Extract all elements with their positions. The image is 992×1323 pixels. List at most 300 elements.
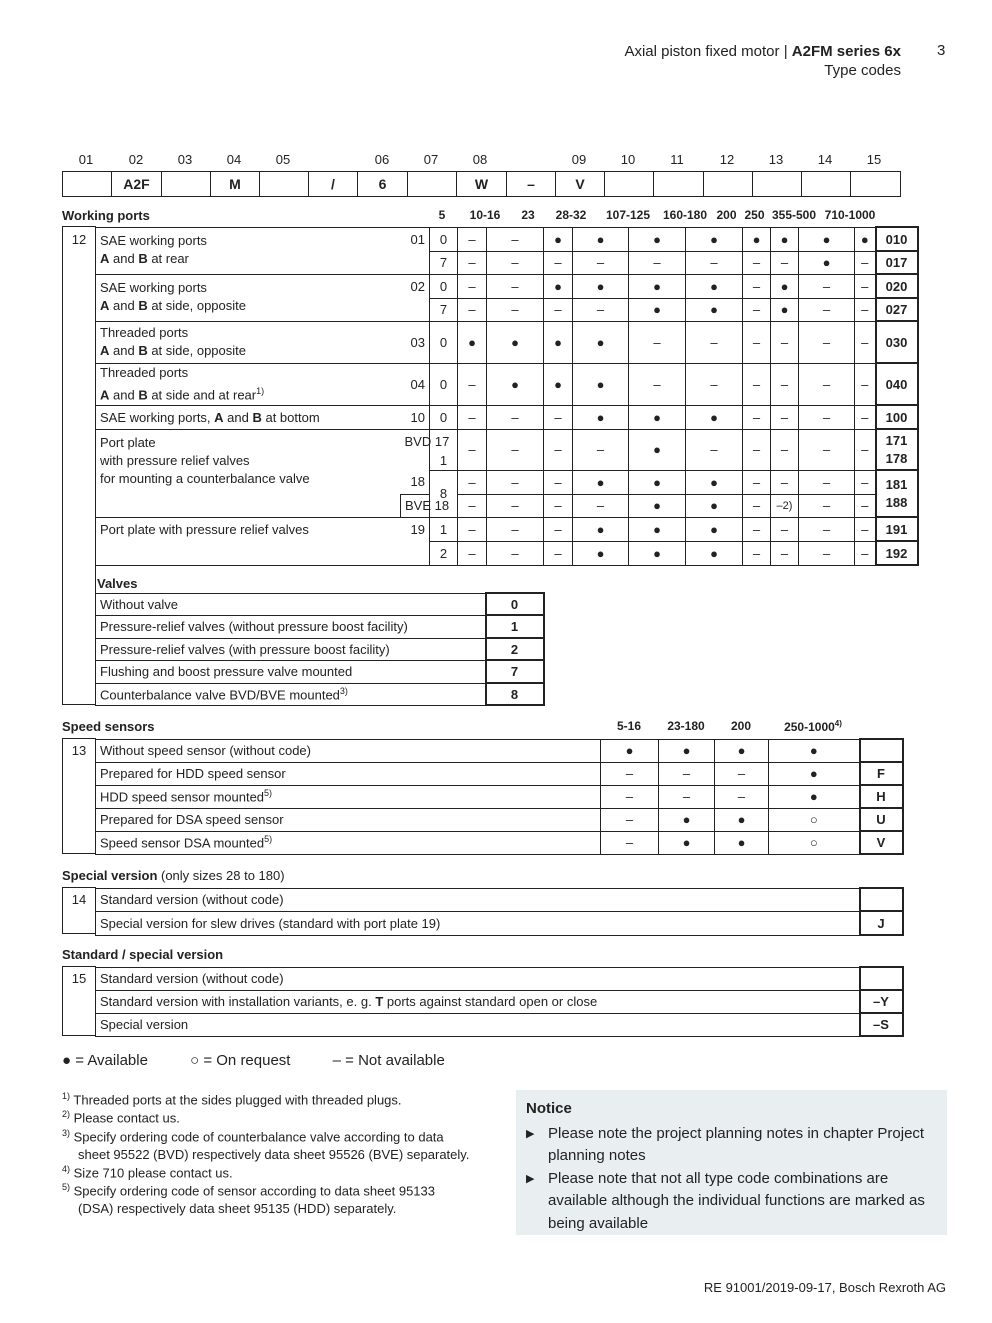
sub-cell: 7 bbox=[430, 251, 458, 274]
table-row bbox=[96, 762, 903, 785]
code-cell: J bbox=[860, 911, 903, 935]
label-text: HDD speed sensor mounted bbox=[100, 789, 265, 805]
cell: – bbox=[686, 363, 743, 405]
table-row bbox=[96, 888, 903, 911]
cell: – bbox=[487, 274, 544, 298]
code-cell: 7 bbox=[486, 660, 544, 683]
table-row bbox=[96, 683, 544, 705]
cell: ● bbox=[629, 517, 686, 541]
code-cell: 191 bbox=[876, 517, 918, 541]
footnote-num: 2) bbox=[62, 1109, 71, 1119]
size-header: 23-180 bbox=[667, 719, 705, 733]
speed-sensors-table bbox=[95, 738, 904, 855]
row-number: 13 bbox=[71, 743, 87, 758]
cell: ● bbox=[769, 785, 860, 808]
code-cell: 192 bbox=[876, 541, 918, 565]
size-header: 107-125 bbox=[605, 208, 651, 222]
size-header: 10-16 bbox=[469, 208, 501, 222]
cell: – bbox=[855, 541, 876, 565]
cell: ● bbox=[573, 363, 629, 405]
code-line: 178 bbox=[885, 450, 908, 466]
footnote-num: 3) bbox=[62, 1128, 71, 1138]
code-pos: 01 bbox=[78, 152, 94, 167]
cell: – bbox=[743, 494, 771, 517]
code-cell: 0 bbox=[486, 593, 544, 615]
cell: – bbox=[573, 494, 629, 517]
sub-cell: 2 bbox=[430, 541, 458, 565]
cell: – bbox=[544, 429, 573, 470]
row-number: 15 bbox=[71, 971, 87, 986]
footnote-text: sheet 95522 (BVD) respectively data sheet 95526 (BVE) separately. bbox=[78, 1147, 470, 1163]
label-line: Port plate bbox=[100, 434, 156, 450]
row-label: Standard version (without code) bbox=[96, 888, 860, 911]
cell: – bbox=[659, 762, 715, 785]
cell: – bbox=[799, 541, 855, 565]
code-cell: F bbox=[860, 762, 903, 785]
page-number: 3 bbox=[937, 42, 946, 59]
legend bbox=[62, 1052, 483, 1069]
cell: ● bbox=[769, 739, 860, 762]
row-label: Without valve bbox=[96, 593, 486, 615]
cell: ● bbox=[686, 298, 743, 321]
cell: – bbox=[487, 298, 544, 321]
table-row bbox=[96, 363, 918, 405]
cell: – bbox=[743, 405, 771, 429]
cell: – bbox=[799, 494, 855, 517]
code-pos: 04 bbox=[226, 152, 242, 167]
code-cell bbox=[876, 429, 918, 470]
cell: – bbox=[855, 251, 876, 274]
code-box bbox=[752, 171, 802, 197]
code-pos: 11 bbox=[670, 152, 684, 167]
row-label: Special version for slew drives (standard with port plate 19) bbox=[96, 911, 860, 935]
ref-cell: 03 bbox=[401, 321, 430, 363]
footnote-text: Specify ordering code of counterbalance valve according to data bbox=[73, 1129, 444, 1145]
cell: – bbox=[458, 274, 487, 298]
cell: – bbox=[771, 251, 799, 274]
cell: ● bbox=[771, 274, 799, 298]
table-row bbox=[96, 593, 544, 615]
notice-title: Notice bbox=[526, 1100, 572, 1117]
cell: ● bbox=[659, 808, 715, 831]
code-box: 6 bbox=[357, 171, 408, 197]
cell: – bbox=[855, 321, 876, 363]
ref-cell: 04 bbox=[401, 363, 430, 405]
code-cell: 2 bbox=[486, 638, 544, 660]
code-cell bbox=[876, 470, 918, 517]
cell: – bbox=[771, 363, 799, 405]
cell: – bbox=[544, 298, 573, 321]
valves-table bbox=[95, 592, 545, 706]
title-text: Special version bbox=[62, 868, 158, 883]
cell: ● bbox=[629, 429, 686, 470]
code-pos: 09 bbox=[571, 152, 587, 167]
cell: ● bbox=[573, 517, 629, 541]
cell: – bbox=[771, 517, 799, 541]
ref-cell: 02 bbox=[401, 274, 430, 321]
label-line: for mounting a counterbalance valve bbox=[100, 470, 310, 486]
code-cell: 030 bbox=[876, 321, 918, 363]
cell: – bbox=[799, 321, 855, 363]
cell: – bbox=[799, 298, 855, 321]
cell: – bbox=[487, 429, 544, 470]
header-title-plain: Axial piston fixed motor | bbox=[624, 43, 792, 60]
valves-title: Valves bbox=[97, 576, 138, 591]
label-line: A and B at side, opposite bbox=[100, 297, 246, 313]
cell: – bbox=[771, 541, 799, 565]
code-pos: 12 bbox=[719, 152, 735, 167]
code-cell: 017 bbox=[876, 251, 918, 274]
code-cell: V bbox=[860, 831, 903, 854]
row-label: Standard version with installation variants, e. g. T ports against standard open or close bbox=[96, 990, 860, 1013]
label-line: SAE working ports bbox=[100, 279, 207, 295]
code-box: – bbox=[506, 171, 556, 197]
row-label: Prepared for DSA speed sensor bbox=[96, 808, 601, 831]
label-line: Threaded ports bbox=[100, 364, 189, 380]
code-pos: 07 bbox=[423, 152, 439, 167]
row-number: 12 bbox=[71, 232, 87, 247]
sub-cell: 0 bbox=[430, 363, 458, 405]
cell: – bbox=[743, 321, 771, 363]
size-header: 250 bbox=[744, 208, 765, 222]
label-text: Speed sensor DSA mounted bbox=[100, 835, 265, 851]
code-cell: 010 bbox=[876, 227, 918, 251]
footnote-text: Threaded ports at the sides plugged with threaded plugs. bbox=[73, 1092, 402, 1108]
cell: ● bbox=[544, 321, 573, 363]
cell: – bbox=[487, 541, 544, 565]
cell: – bbox=[771, 470, 799, 494]
cell: – bbox=[743, 251, 771, 274]
code-pos: 10 bbox=[620, 152, 636, 167]
label-line: SAE working ports bbox=[100, 232, 207, 248]
table-row bbox=[96, 274, 918, 298]
cell: – bbox=[743, 429, 771, 470]
cell: ● bbox=[573, 405, 629, 429]
cell: – bbox=[799, 274, 855, 298]
ref-cell: BVE 18 bbox=[401, 494, 430, 517]
cell: – bbox=[487, 227, 544, 251]
table-row bbox=[96, 227, 918, 251]
row-label: SAE working ports, A and B at bottom bbox=[96, 405, 401, 429]
row-label bbox=[96, 321, 401, 363]
table-row bbox=[96, 660, 544, 683]
cell: – bbox=[601, 808, 659, 831]
row-label: Port plate with pressure relief valves bbox=[96, 517, 401, 565]
standard-special-title: Standard / special version bbox=[62, 947, 224, 962]
cell: – bbox=[855, 470, 876, 494]
table-row bbox=[96, 785, 903, 808]
footnote-ref: 5) bbox=[264, 788, 273, 799]
table-row bbox=[96, 990, 903, 1013]
table-row bbox=[96, 739, 903, 762]
code-line: 188 bbox=[885, 494, 908, 510]
cell: ● bbox=[686, 517, 743, 541]
notice-box bbox=[516, 1090, 947, 1235]
code-pos: 08 bbox=[472, 152, 488, 167]
row-label bbox=[96, 683, 486, 705]
code-cell: 100 bbox=[876, 405, 918, 429]
cell: ● bbox=[544, 363, 573, 405]
cell: ● bbox=[659, 831, 715, 854]
cell: – bbox=[487, 251, 544, 274]
cell: – bbox=[771, 321, 799, 363]
code-cell bbox=[860, 967, 903, 990]
code-box: / bbox=[308, 171, 358, 197]
speed-sensors-group bbox=[62, 738, 96, 854]
cell: – bbox=[799, 470, 855, 494]
code-box bbox=[801, 171, 851, 197]
size-header: 5-16 bbox=[616, 719, 642, 733]
row-label: Standard version (without code) bbox=[96, 967, 860, 990]
code-pos: 13 bbox=[768, 152, 784, 167]
code-box bbox=[407, 171, 457, 197]
cell: – bbox=[855, 274, 876, 298]
row-number: 14 bbox=[71, 892, 87, 907]
cell: – bbox=[715, 785, 769, 808]
code-cell: 1 bbox=[486, 615, 544, 638]
size-header: 200 bbox=[716, 208, 737, 222]
code-box bbox=[604, 171, 654, 197]
row-label bbox=[96, 429, 401, 517]
cell: ● bbox=[458, 321, 487, 363]
row-label bbox=[96, 227, 401, 274]
cell: – bbox=[487, 470, 544, 494]
cell: – bbox=[659, 785, 715, 808]
cell: – bbox=[799, 363, 855, 405]
legend-not-available: – = Not available bbox=[332, 1052, 445, 1069]
footnote-text: Size 710 please contact us. bbox=[73, 1165, 233, 1181]
table-row bbox=[96, 615, 544, 638]
cell: – bbox=[458, 470, 487, 494]
cell: – bbox=[458, 494, 487, 517]
cell: ● bbox=[573, 470, 629, 494]
cell: – bbox=[686, 429, 743, 470]
notice-item: ▶ Please note that not all type code combinations are available although the individual functions are marked as being available bbox=[526, 1168, 937, 1236]
footnote-ref: 4) bbox=[834, 719, 842, 728]
notice-item: ▶ Please note the project planning notes in chapter Project planning notes bbox=[526, 1123, 937, 1168]
code-pos: 05 bbox=[275, 152, 291, 167]
row-label: Without speed sensor (without code) bbox=[96, 739, 601, 762]
cell: – bbox=[573, 429, 629, 470]
row-label: Prepared for HDD speed sensor bbox=[96, 762, 601, 785]
cell: – bbox=[743, 274, 771, 298]
cell: ● bbox=[544, 274, 573, 298]
row-label: Pressure-relief valves (with pressure boost facility) bbox=[96, 638, 486, 660]
sub-cell: 1 bbox=[430, 429, 458, 470]
size-header: 160-180 bbox=[662, 208, 708, 222]
legend-on-request: ○ = On request bbox=[190, 1052, 291, 1069]
ref-cell: BVD 17 bbox=[401, 429, 430, 470]
sub-cell: 7 bbox=[430, 298, 458, 321]
cell: – bbox=[743, 298, 771, 321]
row-label bbox=[96, 785, 601, 808]
cell: – bbox=[855, 363, 876, 405]
size-header: 710-1000 bbox=[824, 208, 876, 222]
page-header bbox=[624, 42, 901, 80]
footnote bbox=[62, 1178, 435, 1218]
label-text: Counterbalance valve BVD/BVE mounted bbox=[100, 687, 340, 703]
cell: – bbox=[458, 363, 487, 405]
working-ports-group bbox=[62, 226, 96, 705]
cell: – bbox=[743, 470, 771, 494]
code-box bbox=[161, 171, 211, 197]
code-pos: 03 bbox=[177, 152, 193, 167]
cell: – bbox=[458, 251, 487, 274]
code-box bbox=[653, 171, 704, 197]
title-note: (only sizes 28 to 180) bbox=[157, 868, 285, 883]
footnote-ref: 1) bbox=[256, 385, 265, 396]
code-cell: 040 bbox=[876, 363, 918, 405]
cell: ● bbox=[715, 808, 769, 831]
footnote-ref: 3) bbox=[339, 685, 348, 696]
cell: ● bbox=[573, 321, 629, 363]
header-subtitle: Type codes bbox=[824, 62, 901, 79]
size-header: 23 bbox=[521, 208, 535, 222]
table-row bbox=[96, 808, 903, 831]
cell: – bbox=[686, 321, 743, 363]
label-line: A and B at side and at rear$^{1)}$ bbox=[100, 385, 265, 403]
size-header: 355-500 bbox=[771, 208, 817, 222]
cell: – bbox=[686, 251, 743, 274]
cell: ● bbox=[629, 541, 686, 565]
footnote-num: 4) bbox=[62, 1164, 71, 1174]
table-row bbox=[96, 517, 918, 541]
code-box bbox=[62, 171, 112, 197]
special-version-group bbox=[62, 887, 96, 934]
cell: – bbox=[458, 227, 487, 251]
cell: – bbox=[743, 363, 771, 405]
label-line: A and B at side, opposite bbox=[100, 343, 246, 358]
header-title-bold: A2FM series 6x bbox=[791, 43, 901, 60]
cell: ● bbox=[629, 494, 686, 517]
code-box bbox=[703, 171, 753, 197]
cell: ● bbox=[715, 739, 769, 762]
sub-cell: 0 bbox=[430, 321, 458, 363]
cell: ● bbox=[799, 251, 855, 274]
standard-special-table bbox=[95, 966, 904, 1037]
cell: – bbox=[799, 429, 855, 470]
sub-cell: 0 bbox=[430, 274, 458, 298]
cell: ● bbox=[544, 227, 573, 251]
cell: – bbox=[629, 321, 686, 363]
table-row bbox=[96, 405, 918, 429]
cell: ● bbox=[686, 494, 743, 517]
code-cell: H bbox=[860, 785, 903, 808]
row-label bbox=[96, 831, 601, 854]
cell: ● bbox=[573, 227, 629, 251]
page-footer: RE 91001/2019-09-17, Bosch Rexroth AG bbox=[703, 1280, 946, 1295]
footnote bbox=[62, 1124, 469, 1164]
legend-available: ● = Available bbox=[62, 1052, 148, 1069]
code-cell: –S bbox=[860, 1013, 903, 1036]
size-header bbox=[768, 719, 858, 734]
size-header: 200 bbox=[730, 719, 752, 733]
size-header: 5 bbox=[438, 208, 446, 222]
cell: ● bbox=[629, 405, 686, 429]
cell: ● bbox=[686, 274, 743, 298]
cell: – bbox=[601, 785, 659, 808]
sub-cell: 1 bbox=[430, 517, 458, 541]
working-ports-table bbox=[95, 226, 919, 566]
cell: ● bbox=[743, 227, 771, 251]
cell: ● bbox=[601, 739, 659, 762]
cell: – bbox=[601, 831, 659, 854]
label-line: with pressure relief valves bbox=[100, 452, 250, 468]
footnote-text: (DSA) respectively data sheet 95135 (HDD) separately. bbox=[78, 1201, 397, 1217]
row-label bbox=[96, 363, 401, 405]
cell: ● bbox=[487, 321, 544, 363]
cell: ● bbox=[686, 227, 743, 251]
table-row bbox=[96, 1013, 903, 1036]
table-row bbox=[96, 429, 918, 470]
ref-cell: 19 bbox=[401, 517, 430, 565]
cell: – bbox=[458, 541, 487, 565]
standard-special-group bbox=[62, 966, 96, 1036]
table-row bbox=[96, 831, 903, 854]
cell: – bbox=[771, 429, 799, 470]
cell: – bbox=[487, 517, 544, 541]
ref-cell: 10 bbox=[401, 405, 430, 429]
code-box: A2F bbox=[111, 171, 162, 197]
cell: – bbox=[487, 405, 544, 429]
code-box: M bbox=[210, 171, 260, 197]
cell: ● bbox=[715, 831, 769, 854]
cell: ● bbox=[686, 470, 743, 494]
cell: –2) bbox=[771, 494, 799, 517]
cell: – bbox=[743, 541, 771, 565]
cell: ● bbox=[629, 274, 686, 298]
code-cell: 020 bbox=[876, 274, 918, 298]
cell: – bbox=[544, 541, 573, 565]
size-header: 28-32 bbox=[555, 208, 587, 222]
cell: – bbox=[487, 494, 544, 517]
cell: – bbox=[544, 470, 573, 494]
ref-cell: 18 bbox=[401, 470, 430, 494]
cell: ● bbox=[629, 227, 686, 251]
table-row bbox=[96, 321, 918, 363]
code-pos: 14 bbox=[817, 152, 833, 167]
code-pos: 15 bbox=[866, 152, 882, 167]
cell: ● bbox=[686, 405, 743, 429]
code-box: V bbox=[555, 171, 605, 197]
cell: – bbox=[629, 363, 686, 405]
footnote-num: 1) bbox=[62, 1091, 71, 1101]
cell: – bbox=[799, 517, 855, 541]
table-row bbox=[96, 911, 903, 935]
sub-cell: 8 bbox=[430, 470, 458, 517]
label-line: A and B at rear bbox=[100, 250, 189, 266]
table-row bbox=[96, 967, 903, 990]
cell: – bbox=[458, 298, 487, 321]
cell: ● bbox=[573, 274, 629, 298]
cell: – bbox=[855, 494, 876, 517]
cell: ○ bbox=[769, 808, 860, 831]
cell: – bbox=[855, 405, 876, 429]
footnote-text: Please contact us. bbox=[73, 1110, 180, 1126]
cell: ● bbox=[629, 470, 686, 494]
cell: – bbox=[544, 517, 573, 541]
cell: – bbox=[601, 762, 659, 785]
code-box: W bbox=[456, 171, 507, 197]
footnote-num: 5) bbox=[62, 1182, 71, 1192]
row-label: Pressure-relief valves (without pressure boost facility) bbox=[96, 615, 486, 638]
cell: – bbox=[458, 517, 487, 541]
cell: – bbox=[799, 405, 855, 429]
code-cell: 8 bbox=[486, 683, 544, 705]
row-label bbox=[96, 274, 401, 321]
table-row bbox=[96, 638, 544, 660]
code-line: 181 bbox=[885, 476, 908, 492]
